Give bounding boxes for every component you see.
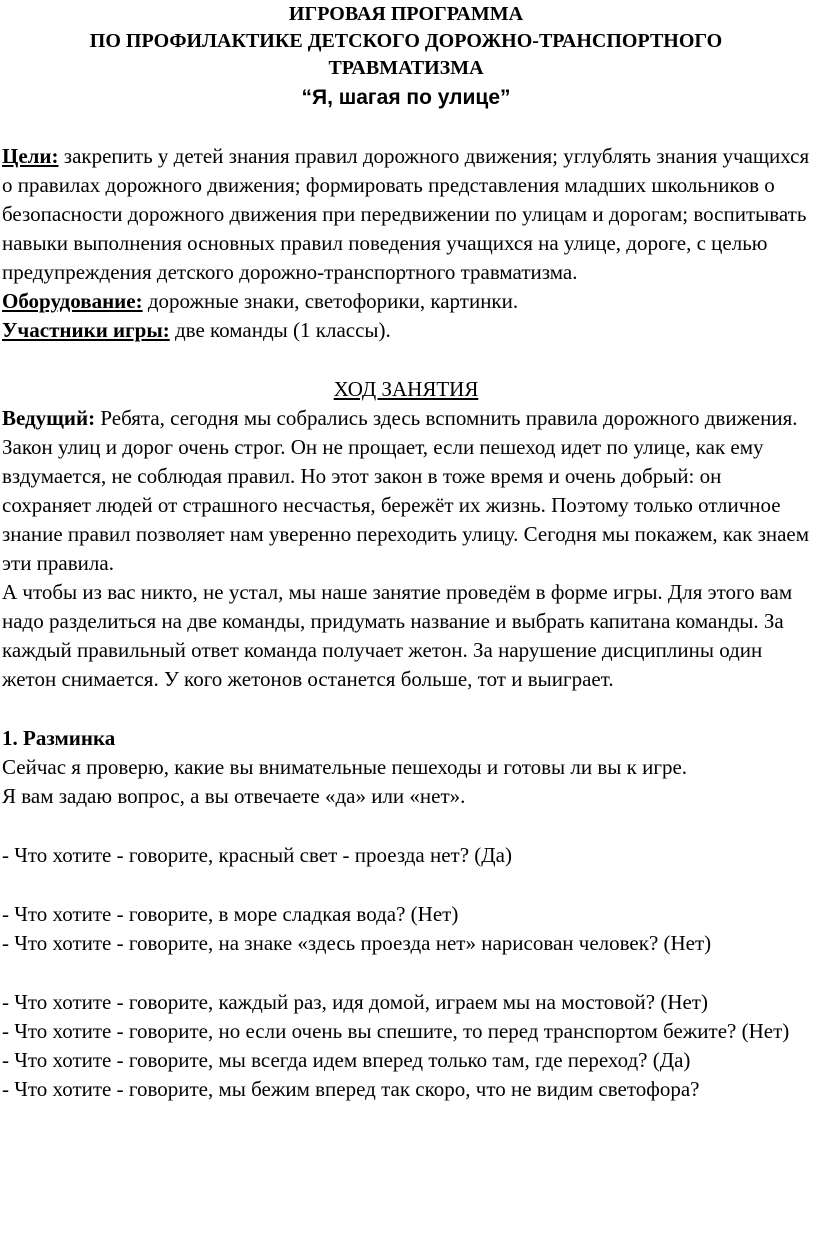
participants-paragraph xyxy=(2,316,810,345)
title-line-2: ПО ПРОФИЛАКТИКЕ ДЕТСКОГО ДОРОЖНО-ТРАНСПОРТНОГО xyxy=(89,30,723,52)
warmup-intro-line-2: Я вам задаю вопрос, а вы отвечаете «да» или «нет». xyxy=(2,784,466,808)
goals-label: Цели: xyxy=(2,144,59,168)
host-label: Ведущий: xyxy=(2,406,96,430)
question-4: - Что хотите - говорите, каждый раз, идя домой, играем мы на мостовой? (Нет) xyxy=(2,990,708,1014)
equipment-label: Оборудование: xyxy=(2,289,143,313)
lesson-heading: ХОД ЗАНЯТИЯ xyxy=(333,377,479,401)
rules-paragraph: А чтобы из вас никто, не устал, мы наше занятие проведём в форме игры. Для этого вам надо разделиться на две команды, придумать название и выбрать капитана команды. За каждый правильный ответ команда получает жетон. За нарушение дисциплины один жетон снимается. У кого жетонов останется больше, тот и выиграет. xyxy=(2,580,793,691)
question-3: - Что хотите - говорите, на знаке «здесь проезда нет» нарисован человек? (Нет) xyxy=(2,931,712,955)
host-paragraph xyxy=(2,404,810,578)
warmup-intro-line-1: Сейчас я проверю, какие вы внимательные пешеходы и готовы ли вы к игре. xyxy=(2,755,688,779)
participants-label: Участники игры: xyxy=(2,318,170,342)
host-text: Ребята, сегодня мы собрались здесь вспомнить правила дорожного движения. Закон улиц и дорог очень строг. Он не прощает, если пешеход идет по улице, как ему вздумается, не соблюдая правил. Но этот закон в тоже время и очень добрый: он сохраняет людей от страшного несчастья, бережёт их жизнь. Поэтому только отличное знание правил позволяет нам уверенно переходить улицу. Сегодня мы покажем, как знаем эти правила. xyxy=(2,406,810,575)
warmup-heading: 1. Разминка xyxy=(2,726,116,750)
participants-text: две команды (1 классы). xyxy=(169,318,391,342)
question-2: - Что хотите - говорите, в море сладкая вода? (Нет) xyxy=(2,902,459,926)
question-1: - Что хотите - говорите, красный свет - проезда нет? (Да) xyxy=(2,843,512,867)
question-5: - Что хотите - говорите, но если очень вы спешите, то перед транспортом бежите? (Нет) xyxy=(2,1019,790,1043)
title-line-1: ИГРОВАЯ ПРОГРАММА xyxy=(288,3,524,25)
title-line-3: ТРАВМАТИЗМА xyxy=(328,57,484,79)
spacer xyxy=(2,112,810,142)
question-6: - Что хотите - говорите, мы всегда идем вперед только там, где переход? (Да) xyxy=(2,1048,691,1072)
document-title xyxy=(2,0,810,82)
document-subtitle: “Я, шагая по улице” xyxy=(301,86,511,109)
equipment-paragraph xyxy=(2,287,810,316)
question-7: - Что хотите - говорите, мы бежим вперед так скоро, что не видим светофора? xyxy=(2,1077,700,1101)
equipment-text: дорожные знаки, светофорики, картинки. xyxy=(142,289,519,313)
goals-paragraph xyxy=(2,142,810,287)
goals-text: закрепить у детей знания правил дорожного движения; углублять знания учащихся о правилах дорожного движения; формировать представления младших школьников о безопасности дорожного движения при передвижении по улицам и дорогам; воспитывать навыки выполнения основных правил поведения учащихся на улице, дороге, с целью предупреждения детского дорожно-транспортного травматизма. xyxy=(2,144,810,284)
